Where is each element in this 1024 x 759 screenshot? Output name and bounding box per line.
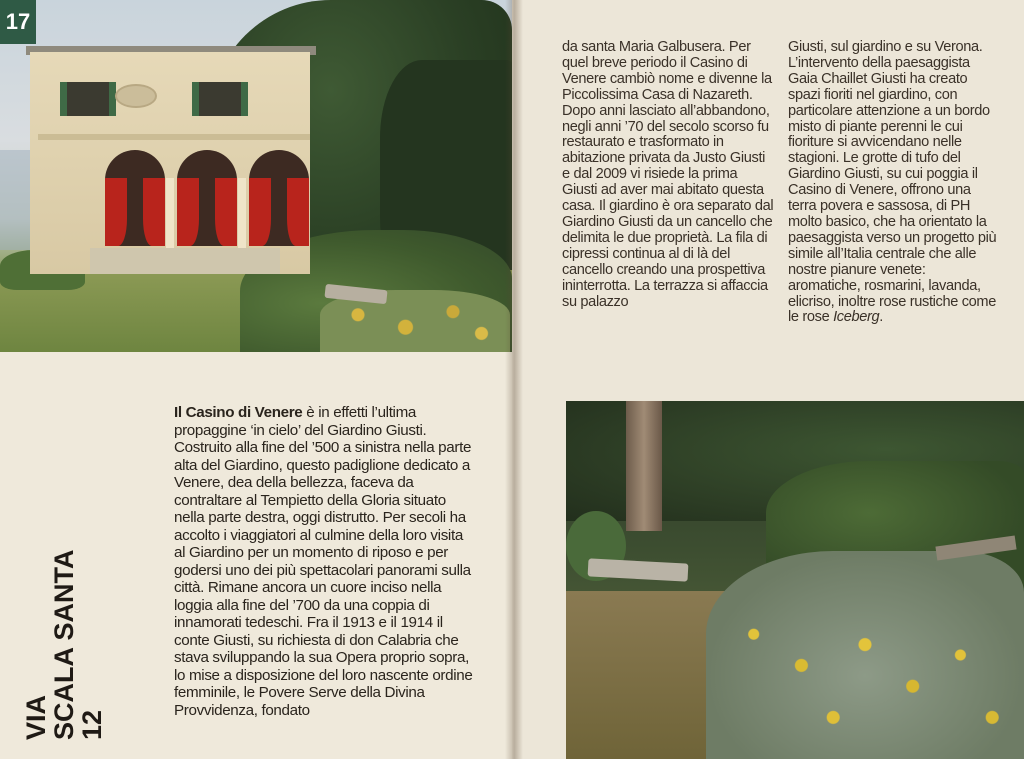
- villa-oculus: [115, 84, 157, 108]
- address-line-1: VIA: [21, 694, 51, 740]
- villa-photo: [0, 0, 512, 352]
- article-paragraph: è in effetti l’ultima propaggine ‘in cielo’ del Giardino Giusti. Costruito alla fine del ’500 a sinistra nella parte alta del Giardino, questo padiglione dedicato a Venere, dea della bellezza, faceva da contraltare al Tempietto della Gloria situato nella parte destra, oggi distrutto. Per secoli ha accolto i viaggiatori al culmine della loro visita al Giardino per un momento di riposo e per godersi uno dei più spettacolari panorami sulla città. Rimane ancora un cuore inciso nella loggia alla fine del ’700 da una coppia di innamorati tedeschi. Fra il 1913 e il 1914 il conte Giusti, su richiesta di don Calabria che stava sviluppando la sua Opera proprio sopra, lo mise a disposizione del loro nascente ordine femminile, le Povere Serve della Divina Provvidenza, fondato: [174, 404, 473, 719]
- garden-photo: [566, 401, 1024, 759]
- villa-window: [60, 82, 116, 116]
- tree-trunk: [626, 401, 662, 531]
- article-column-1: [562, 40, 774, 310]
- villa-window: [192, 82, 248, 116]
- column-2-text: Giusti, sul giardino e su Verona. L’intervento della paesaggista Gaia Chaillet Giusti ha creato spazi fioriti nel giardino, con particolare attenzione a un bordo misto di piante perenni le cui fioriture si avvicendano nelle stagioni. Le grotte di tufo del Giardino Giusti, su cui poggia il Casino di Venere, offrono una terra povera e sassosa, di PH molto basico, che ha orientato la paesaggista verso un progetto più simile all’Italia centrale che alle nostre pianure venete: aromatiche, rosmarini, lavanda, elicriso, inoltre rose rustiche come le rose: [788, 39, 997, 326]
- page-number: 17: [0, 0, 36, 44]
- loggia-arch: [105, 150, 165, 246]
- address-title: [22, 480, 106, 740]
- column-1-text: da santa Maria Galbusera. Per quel breve periodo il Casino di Venere cambiò nome e divenne la Piccolissima Casa di Nazareth. Dopo anni lasciato all’abbandono, negli anni ’70 del secolo scorso fu restaurato e trasformato in abitazione privata da Justo Giusti e dal 2009 vi risiede la prima Giusti ad aver mai abitato questa casa. Il giardino è ora separato dal Giardino Giusti da un cancello che delimita le due proprietà. La fila di cipressi continua al di là del cancello creando una prospettiva ininterrotta. La terrazza si affaccia su palazzo: [562, 39, 774, 310]
- book-gutter: [505, 0, 523, 759]
- article-column-2: Giusti, sul giardino e su Verona. L’intervento della paesaggista Gaia Chaillet Giusti ha creato spazi fioriti nel giardino, con particolare attenzione a un bordo misto di piante perenni le cui fioriture si avvicendano nelle stagioni. Le grotte di tufo del Giardino Giusti, su cui poggia il Casino di Venere, offrono una terra povera e sassosa, di PH molto basico, che ha orientato la paesaggista verso un progetto più simile all’Italia centrale che alle nostre pianure venete: aromatiche, rosmarini, lavanda, elicriso, inoltre rose rustiche come le rose Iceberg.: [788, 39, 997, 326]
- rose-name: Iceberg: [833, 309, 880, 326]
- article-body-left: [174, 404, 474, 719]
- loggia-arch: [177, 150, 237, 246]
- article-lead: Il Casino di Venere: [174, 404, 303, 421]
- loggia-arch: [249, 150, 309, 246]
- perennial-border: [706, 551, 1024, 759]
- address-line-2: SCALA SANTA: [49, 549, 79, 740]
- address-line-3: 12: [77, 709, 107, 740]
